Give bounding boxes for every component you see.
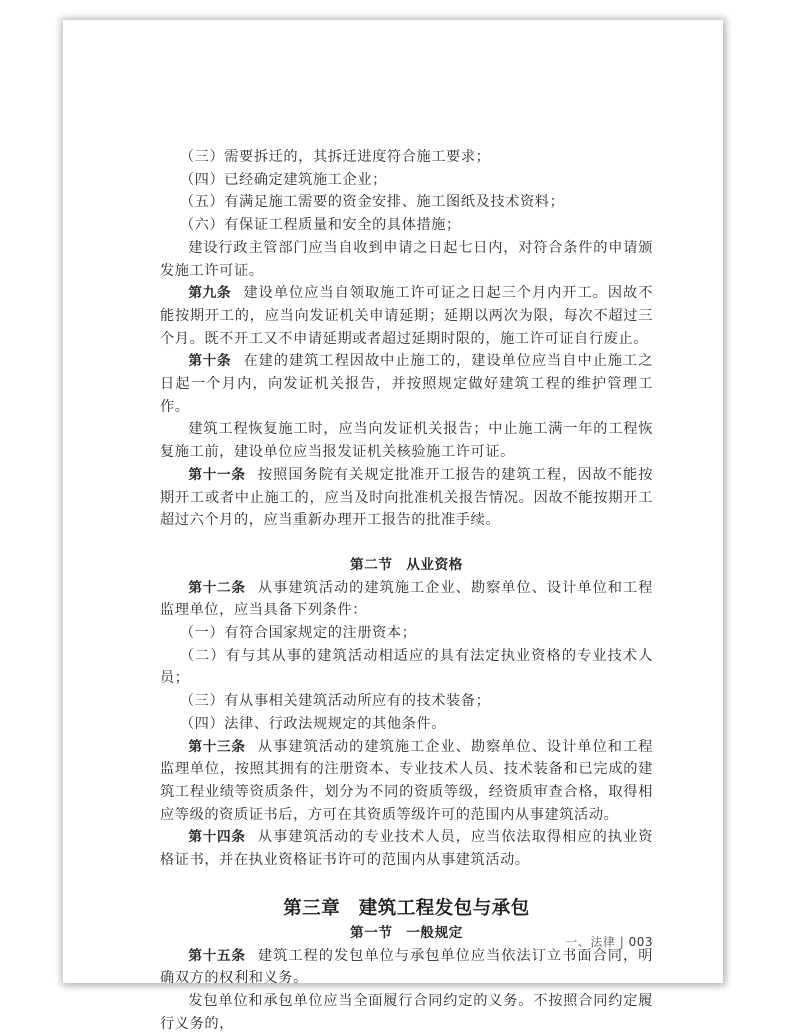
list-item: （五）有满足施工需要的资金安排、施工图纸及技术资料； — [179, 194, 565, 211]
section-label: 第一节 — [350, 924, 393, 941]
article-label: 第十二条 — [188, 579, 246, 596]
section-title: 一般规定 — [406, 924, 463, 941]
list-item: （四）法律、行政法规规定的其他条件。 — [179, 715, 447, 732]
article-text: 从事建筑活动的建筑施工企业、勘察单位、设计单位和工程监理单位，按照其拥有的注册资本、专业技术人员、技术装备和已完成的建筑工程业绩等资质条件，划分为不同的资质等级，经资质审查合格，取得相应等级的资质证书后，方可在其资质等级许可的范围内从事建筑活动。 — [160, 738, 653, 823]
page-number: 003 — [628, 935, 653, 949]
article-text: 建筑工程的发包单位与承包单位应当依法订立书面合同，明确双方的权利和义务。 — [160, 947, 653, 987]
book-page — [63, 20, 723, 1032]
article-label: 第十四条 — [188, 829, 246, 846]
paragraph: 建设行政主管部门应当自收到申请之日起七日内，对符合条件的申请颁发施工许可证。 — [160, 239, 653, 279]
running-section: 一、法律 — [565, 935, 616, 949]
article-14 — [160, 826, 653, 871]
paragraph: 建筑工程恢复施工时，应当向发证机关报告；中止施工满一年的工程恢复施工前，建设单位应当报发证机关核验施工许可证。 — [160, 421, 653, 461]
chapter-title: 建筑工程发包与承包 — [358, 897, 530, 919]
article-text: 从事建筑活动的建筑施工企业、勘察单位、设计单位和工程监理单位，应当具备下列条件： — [160, 579, 653, 619]
list-item: （一）有符合国家规定的注册资本； — [179, 625, 417, 642]
article-text: 建设单位应当自领取施工许可证之日起三个月内开工。因故不能按期开工的，应当向发证机关申请延期；延期以两次为限，每次不超过三个月。既不开工又不申请延期或者超过延期时限的，施工许可证自行废止。 — [160, 285, 654, 347]
section-heading — [160, 554, 653, 577]
article-text: 从事建筑活动的专业技术人员，应当依法取得相应的执业资格证书，并在执业资格证书许可的范围内从事建筑活动。 — [160, 829, 653, 869]
article-label: 第九条 — [188, 285, 232, 302]
chapter-heading — [160, 896, 653, 922]
list-item: （三）有从事相关建筑活动所应有的技术装备； — [179, 693, 491, 710]
section-title: 从业资格 — [406, 556, 463, 573]
article-label: 第十三条 — [188, 738, 246, 755]
article-12 — [160, 577, 653, 622]
article-11 — [160, 464, 653, 532]
article-text: 在建的建筑工程因故中止施工的，建设单位应当自中止施工之日起一个月内，向发证机关报告，并按照规定做好建筑工程的维护管理工作。 — [160, 353, 654, 415]
footer-separator: | — [619, 935, 625, 949]
list-item: （六）有保证工程质量和安全的具体措施； — [179, 217, 461, 234]
list-item: （四）已经确定建筑施工企业； — [179, 171, 387, 188]
article-label: 第十一条 — [188, 466, 246, 483]
page-footer — [565, 933, 653, 950]
chapter-label: 第三章 — [283, 897, 341, 919]
article-label: 第十五条 — [188, 947, 246, 964]
paragraph: 发包单位和承包单位应当全面履行合同约定的义务。不按照合同约定履行义务的， — [160, 992, 653, 1032]
article-9 — [160, 282, 653, 350]
page-body — [160, 146, 653, 1035]
article-13 — [160, 736, 653, 827]
section-label: 第二节 — [350, 556, 393, 573]
article-label: 第十条 — [188, 353, 232, 370]
article-15 — [160, 945, 653, 990]
list-item: （二）有与其从事的建筑活动相适应的具有法定执业资格的专业技术人员； — [160, 647, 653, 687]
article-10 — [160, 350, 653, 418]
list-item: （三）需要拆迁的，其拆迁进度符合施工要求； — [179, 149, 491, 165]
article-text: 按照国务院有关规定批准开工报告的建筑工程，因故不能按期开工或者中止施工的，应当及时向批准机关报告情况。因故不能按期开工超过六个月的，应当重新办理开工报告的批准手续。 — [160, 466, 653, 529]
